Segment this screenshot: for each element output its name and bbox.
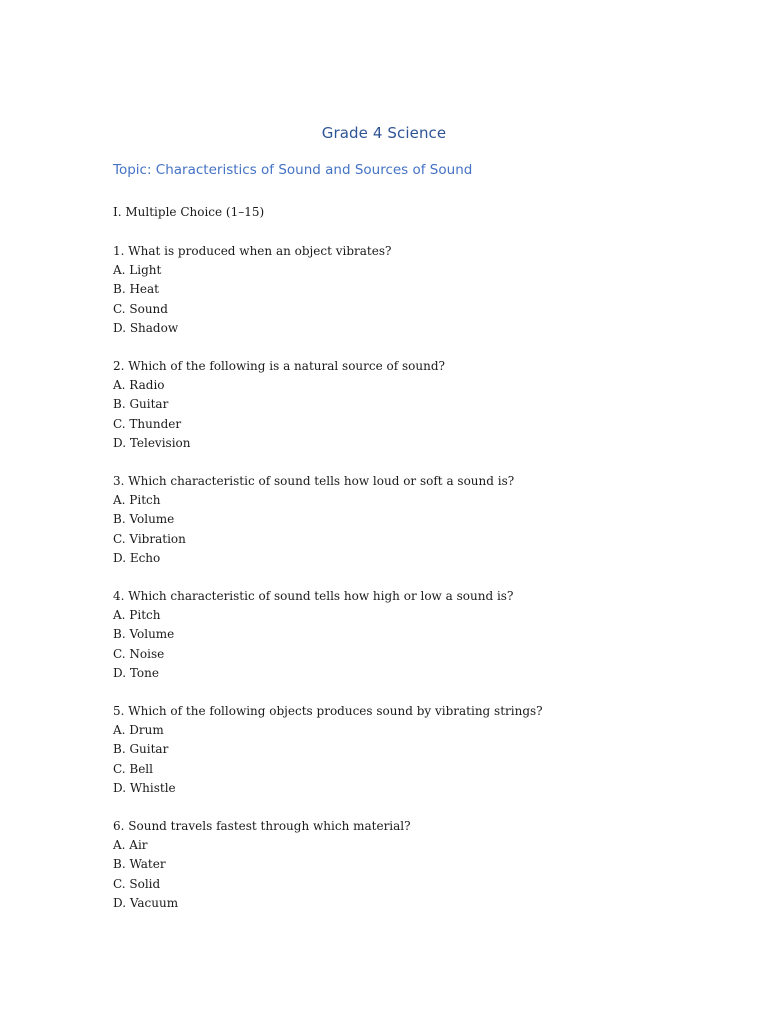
answer-option: C. Vibration	[113, 531, 186, 546]
answer-option: D. Whistle	[113, 780, 176, 795]
answer-option: B. Volume	[113, 512, 175, 527]
answer-option: B. Heat	[113, 282, 159, 297]
answer-option: A. Pitch	[113, 493, 161, 508]
question-block	[113, 587, 513, 683]
answer-option: C. Thunder	[113, 416, 182, 431]
answer-option: C. Bell	[113, 761, 153, 776]
topic-heading: Topic: Characteristics of Sound and Sources of Sound	[113, 162, 473, 178]
answer-option: D. Echo	[113, 550, 161, 565]
answer-option: B. Guitar	[113, 397, 169, 412]
answer-option: A. Air	[113, 838, 148, 853]
section-heading: I. Multiple Choice (1–15)	[113, 205, 265, 219]
question-block	[113, 357, 445, 453]
question-text: 5. Which of the following objects produces sound by vibrating strings?	[113, 704, 543, 718]
question-text: 4. Which characteristic of sound tells how high or low a sound is?	[113, 589, 514, 603]
question-text: 6. Sound travels fastest through which material?	[113, 819, 411, 833]
page-title: Grade 4 Science	[321, 124, 447, 142]
question-block	[113, 242, 391, 338]
answer-option: C. Noise	[113, 646, 165, 661]
question-text: 1. What is produced when an object vibrates?	[113, 244, 392, 258]
question-block	[113, 702, 543, 798]
answer-option: D. Television	[113, 435, 191, 450]
answer-option: D. Shadow	[113, 320, 179, 335]
answer-option: B. Water	[113, 857, 166, 872]
answer-option: A. Light	[113, 263, 162, 278]
question-text: 2. Which of the following is a natural source of sound?	[113, 359, 445, 373]
question-block	[113, 472, 514, 568]
answer-option: B. Volume	[113, 627, 175, 642]
answer-option: A. Pitch	[113, 608, 161, 623]
answer-option: C. Solid	[113, 876, 161, 891]
answer-option: A. Radio	[113, 378, 165, 393]
question-text: 3. Which characteristic of sound tells how loud or soft a sound is?	[113, 474, 515, 488]
answer-option: D. Tone	[113, 665, 159, 680]
question-block	[113, 817, 411, 913]
answer-option: A. Drum	[113, 723, 164, 738]
answer-option: C. Sound	[113, 301, 168, 316]
answer-option: D. Vacuum	[113, 895, 179, 910]
answer-option: B. Guitar	[113, 742, 169, 757]
